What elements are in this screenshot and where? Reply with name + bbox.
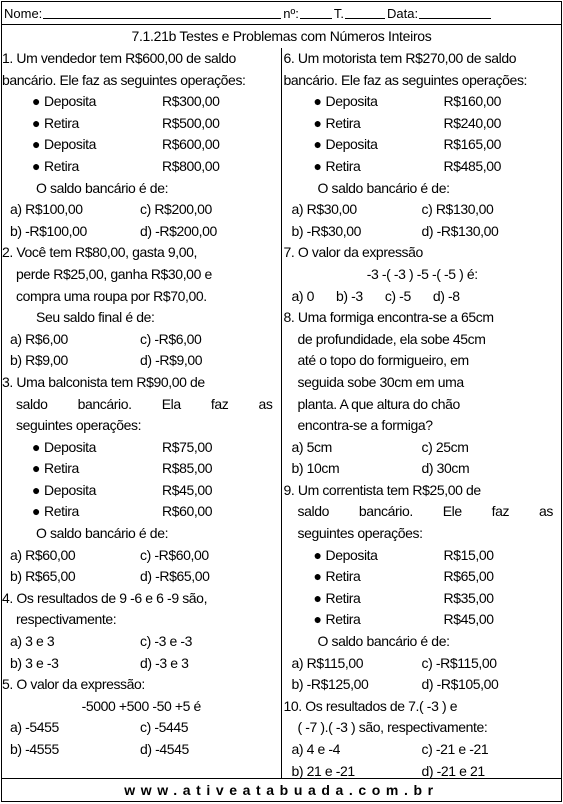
question-text-justified: saldo bancário. Ela faz as [16, 395, 273, 412]
question-text: 4. Os resultados de 9 -6 e 6 -9 são, [2, 589, 208, 606]
question-text: de profundidade, ela sobe 45cm [297, 330, 486, 347]
question-10 [284, 696, 562, 782]
bullet-icon: ● [313, 93, 322, 110]
question-text: ( -7 ).( -3 ) são, respectivamente: [297, 719, 488, 736]
operation-item: ● Deposita R$600,00 [2, 134, 281, 156]
question-text: bancário. Ele faz as seguintes operações: [283, 71, 528, 88]
operation-item: ● Retira R$35,00 [284, 588, 562, 610]
bullet-icon: ● [32, 460, 41, 477]
question-text: seguintes operações: [16, 417, 142, 434]
option-b[interactable]: b) R$9,00 [10, 352, 68, 369]
option-c[interactable]: c) R$200,00 [140, 201, 212, 218]
operation-item: ● Retira R$65,00 [284, 566, 562, 588]
number-blank[interactable] [300, 7, 332, 19]
name-blank[interactable] [43, 7, 281, 19]
question-columns [2, 48, 561, 779]
bullet-icon: ● [313, 611, 322, 628]
option-b[interactable]: b) 10cm [291, 460, 340, 477]
question-text: 8. Uma formiga encontra-se a 65cm [283, 309, 494, 326]
question-text: 9. Um correntista tem R$25,00 de [283, 481, 481, 498]
question-prompt: O saldo bancário é de: [317, 179, 450, 196]
option-d[interactable]: d) -R$9,00 [140, 352, 203, 369]
answer-options-row [2, 199, 281, 221]
bullet-icon: ● [313, 589, 322, 606]
answer-options-row [284, 674, 562, 696]
bullet-icon: ● [313, 157, 322, 174]
date-blank[interactable] [419, 7, 491, 19]
date-label: Data: [387, 5, 419, 21]
question-6 [284, 48, 562, 242]
left-column [2, 48, 282, 779]
question-7 [284, 242, 562, 307]
option-c[interactable]: c) -R$60,00 [140, 546, 209, 563]
question-text: perde R$25,00, ganha R$30,00 e [16, 265, 212, 282]
option-b[interactable]: b) -3 [336, 287, 363, 304]
option-d[interactable]: d) 30cm [421, 460, 470, 477]
option-b[interactable]: b) 3 e -3 [10, 654, 59, 671]
option-a[interactable]: a) R$6,00 [10, 330, 68, 347]
operation-item: ● Deposita R$165,00 [284, 134, 562, 156]
right-column [282, 48, 562, 779]
operation-item: ● Deposita R$300,00 [2, 91, 281, 113]
bullet-icon: ● [313, 546, 322, 563]
question-prompt: Seu saldo final é de: [36, 309, 155, 326]
option-c[interactable]: c) -5 [384, 287, 411, 304]
question-5 [2, 674, 281, 760]
operation-item: ● Retira R$45,00 [284, 609, 562, 631]
question-4 [2, 588, 281, 674]
option-b[interactable]: b) -R$30,00 [291, 222, 362, 239]
option-c[interactable]: c) -21 e -21 [421, 741, 489, 757]
bullet-icon: ● [32, 93, 41, 110]
question-text: planta. A que altura do chão [297, 395, 460, 412]
answer-options-row [2, 653, 281, 675]
option-d[interactable]: d) -R$200,00 [140, 222, 217, 239]
bullet-icon: ● [313, 114, 322, 131]
option-a[interactable]: a) R$30,00 [291, 201, 357, 218]
answer-options-row [284, 458, 562, 480]
question-text: até o topo do formigueiro, em [297, 352, 469, 369]
answer-options-row [2, 566, 281, 588]
option-c[interactable]: c) -5445 [140, 719, 189, 736]
option-c[interactable]: c) -3 e -3 [140, 633, 193, 650]
question-text: encontra-se a formiga? [297, 417, 433, 434]
answer-options-row [2, 350, 281, 372]
option-d[interactable]: d) -R$105,00 [421, 676, 499, 693]
worksheet [1, 1, 562, 802]
answer-options-row [2, 329, 281, 351]
bullet-icon: ● [32, 157, 41, 174]
option-b[interactable]: b) -R$100,00 [10, 222, 87, 239]
option-d[interactable]: d) -8 [432, 287, 460, 304]
option-c[interactable]: c) -R$6,00 [140, 330, 202, 347]
bullet-icon: ● [313, 568, 322, 585]
option-b[interactable]: b) -R$125,00 [291, 676, 369, 693]
option-d[interactable]: d) -R$65,00 [140, 568, 210, 585]
question-prompt: O saldo bancário é de: [36, 525, 169, 542]
answer-options-row [284, 221, 562, 243]
option-c[interactable]: c) -R$115,00 [421, 654, 497, 671]
question-text: 6. Um motorista tem R$270,00 de saldo [283, 50, 517, 66]
operation-item: ● Retira R$800,00 [2, 156, 281, 178]
question-prompt: O saldo bancário é de: [317, 633, 450, 650]
question-text: compra uma roupa por R$70,00. [16, 287, 207, 304]
option-c[interactable]: c) R$130,00 [421, 201, 494, 218]
question-text: 2. Você tem R$80,00, gasta 9,00, [2, 244, 198, 261]
option-a[interactable]: a) 3 e 3 [10, 633, 55, 650]
question-text: bancário. Ele faz as seguintes operações: [2, 71, 246, 88]
operation-item: ● Retira R$85,00 [2, 458, 281, 480]
option-b[interactable]: b) R$65,00 [10, 568, 76, 585]
answer-options-row [284, 437, 562, 459]
answer-options-row [284, 739, 562, 761]
option-a[interactable]: a) 4 e -4 [291, 741, 341, 757]
question-2 [2, 242, 281, 372]
answer-options-row [284, 286, 562, 308]
question-8 [284, 307, 562, 480]
option-a[interactable]: a) R$115,00 [291, 654, 364, 671]
operation-item: ● Deposita R$160,00 [284, 91, 562, 113]
question-text: seguintes operações: [297, 525, 423, 542]
option-b[interactable]: b) 21 e -21 [291, 762, 355, 779]
bullet-icon: ● [32, 481, 41, 498]
answer-options-row [2, 545, 281, 567]
question-prompt: O saldo bancário é de: [36, 179, 169, 196]
operation-item: ● Deposita R$75,00 [2, 437, 281, 459]
expression: -3 -( -3 ) -5 -( -5 ) é: [366, 265, 478, 282]
bullet-icon: ● [32, 136, 41, 153]
answer-options-row [2, 717, 281, 739]
worksheet-title: 7.1.21b Testes e Problemas com Números Inteiros [131, 28, 432, 44]
question-1 [2, 48, 281, 242]
class-blank[interactable] [345, 7, 385, 19]
operation-item: ● Deposita R$15,00 [284, 545, 562, 567]
number-label: nº: [283, 5, 299, 21]
option-a[interactable]: a) 0 [291, 287, 315, 304]
option-a[interactable]: a) -5455 [10, 719, 59, 736]
operation-item: ● Deposita R$45,00 [2, 480, 281, 502]
option-d[interactable]: d) -3 e 3 [140, 654, 189, 671]
question-text: 7. O valor da expressão [283, 244, 423, 261]
name-label: Nome: [4, 5, 43, 21]
option-d[interactable]: d) -R$130,00 [421, 222, 499, 239]
answer-options-row [284, 653, 562, 675]
question-9 [284, 480, 562, 696]
question-text-justified: saldo bancário. Ele faz as [297, 503, 553, 520]
option-b[interactable]: b) -4555 [10, 741, 59, 757]
option-d[interactable]: d) -21 e 21 [421, 762, 485, 779]
option-c[interactable]: c) 25cm [421, 438, 469, 455]
answer-options-row [2, 739, 281, 761]
operation-item: ● Retira R$500,00 [2, 113, 281, 135]
question-text: 1. Um vendedor tem R$600,00 de saldo [2, 50, 236, 66]
website-footer: www.ativeatabuada.com.br [2, 778, 561, 801]
question-text: 3. Uma balconista tem R$90,00 de [2, 373, 205, 390]
bullet-icon: ● [32, 438, 41, 455]
question-text: 5. O valor da expressão: [2, 676, 145, 693]
bullet-icon: ● [313, 136, 322, 153]
answer-options-row [2, 221, 281, 243]
operation-item: ● Retira R$60,00 [2, 501, 281, 523]
operation-item: ● Retira R$240,00 [284, 113, 562, 135]
bullet-icon: ● [32, 114, 41, 131]
student-info-header [2, 2, 561, 25]
answer-options-row [2, 631, 281, 653]
question-3 [2, 372, 281, 588]
class-label: T. [333, 5, 345, 21]
operation-item: ● Retira R$485,00 [284, 156, 562, 178]
option-d[interactable]: d) -4545 [140, 741, 189, 757]
answer-options-row [284, 199, 562, 221]
option-a[interactable]: a) R$100,00 [10, 201, 83, 218]
option-a[interactable]: a) R$60,00 [10, 546, 76, 563]
question-text: seguida sobe 30cm em uma [297, 373, 464, 390]
option-a[interactable]: a) 5cm [291, 438, 332, 455]
bullet-icon: ● [32, 503, 41, 520]
question-text: respectivamente: [16, 611, 117, 628]
question-text: 10. Os resultados de 7.( -3 ) e [283, 697, 458, 714]
expression: -5000 +500 -50 +5 é [81, 697, 201, 714]
